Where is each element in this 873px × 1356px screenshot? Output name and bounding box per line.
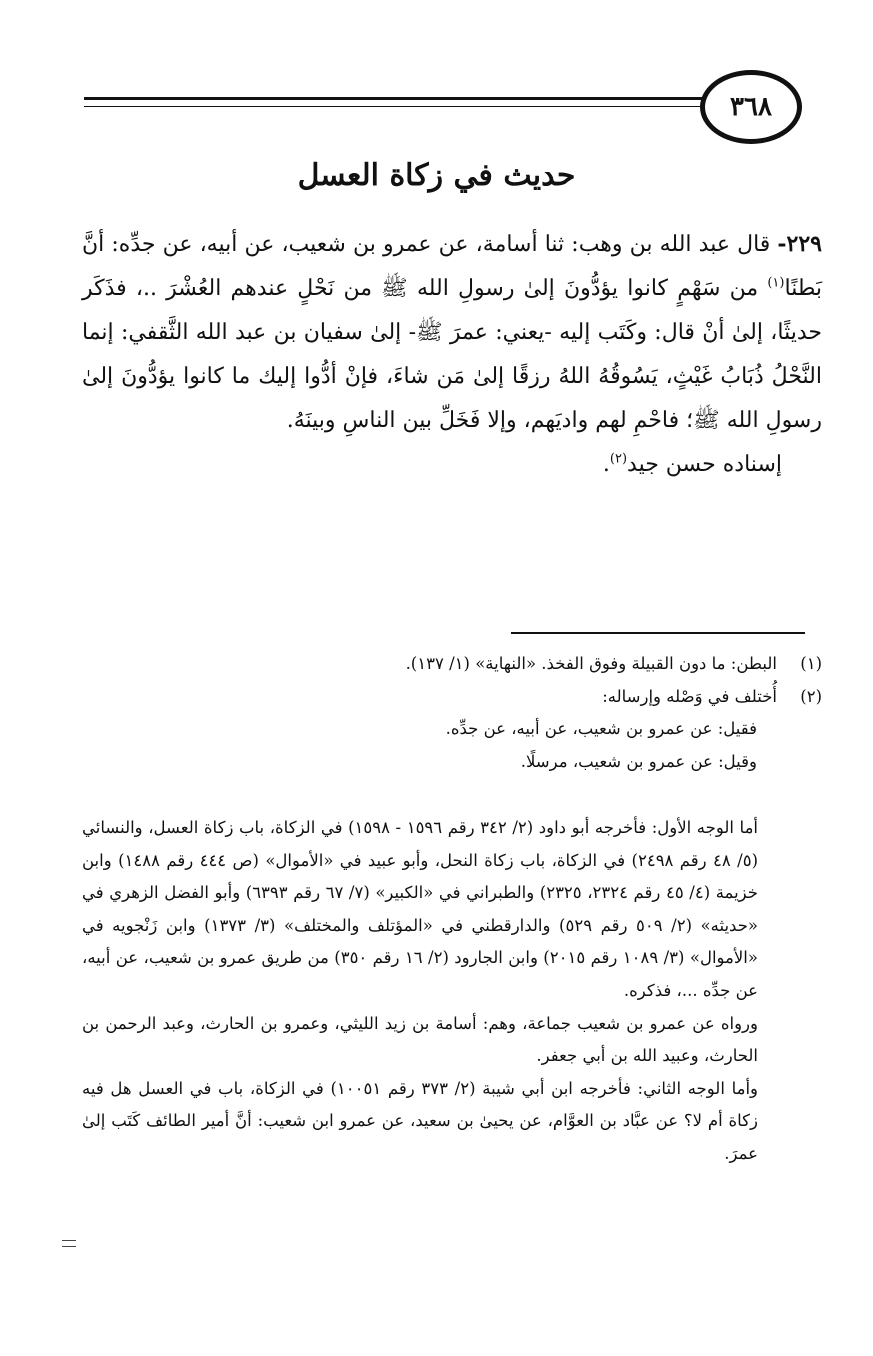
isnad-text: إسناده حسن جيد xyxy=(627,452,782,477)
footnote-line: البطن: ما دون القبيلة وفوق الفخذ. «النهاية» (١/ ١٣٧). xyxy=(405,654,777,673)
hadith-body-b: من سَهْمٍ كانوا يؤدُّونَ إلىٰ رسولِ الله ﷺ من نَحْلٍ عندهم العُشْرَ ..، فذَكَر حديثًا، إلىٰ أنْ قال: وكَتَب إليه -يعني: عمرَ ﷺ- إلىٰ سفيان بن عبد الله الثَّقفي: إنما النَّحْلُ ذُبَابُ غَيْثٍ، يَسُوقُهُ اللهُ رزقًا إلىٰ مَن شاءَ، فإنْ أدُّوا إليك ما كانوا يؤدُّونَ إلىٰ رسولِ الله ﷺ؛ فاحْمِ لهم واديَهم، وإلا فَخَلِّ بين الناسِ وبينَهُ. xyxy=(82,276,822,433)
footnote-line: أما الوجه الأول: فأخرجه أبو داود (٢/ ٣٤٢ رقم ١٥٩٦ - ١٥٩٨) في الزكاة، باب زكاة العسل، والنسائي (٥/ ٤٨ رقم ٢٤٩٨) في الزكاة، باب زكاة النحل، وأبو عبيد في «الأموال» (ص ٤٤٤ رقم ١٤٨٨) وابن خزيمة (٤/ ٤٥ رقم ٢٣٢٤، ٢٣٢٥) والطبراني في «الكبير» (٧/ ٦٧ رقم ٦٣٩٣) وأبو الفضل الزهري في «حديثه» (٢/ ٥٠٩ رقم ٥٢٩) والدارقطني في «المؤتلف والمختلف» (٣/ ١٣٧٣) وابن زَنْجويه في «الأموال» (٣/ ١٠٨٩ رقم ٢٠١٥) وابن الجارود (٢/ ١٦ رقم ٣٥٠) من طريق عمرو بن شعيب، عن أبيه، عن جدِّه ...، فذكره. xyxy=(82,818,759,1000)
footnotes xyxy=(82,648,822,778)
footnote-separator xyxy=(511,632,805,634)
hadith-text xyxy=(82,222,822,487)
hadith-number: ٢٢٩- xyxy=(777,231,822,257)
isnad-end: . xyxy=(602,452,610,477)
footnote-ref-1[interactable]: (١) xyxy=(767,275,785,291)
footnote-line: فقيل: عن عمرو بن شعيب، عن أبيه، عن جدِّه. xyxy=(445,719,757,739)
hadith-body-a: قال عبد الله بن وهب: ثنا أسامة، عن عمرو بن شعيب، عن أبيه، عن جدِّه: أنَّ بَطنًا xyxy=(82,232,822,301)
section-title: حديث في زكاة العسل xyxy=(297,158,576,193)
footnote-line: ورواه عن عمرو بن شعيب جماعة، وهم: أسامة بن زيد الليثي، وعمرو بن الحارث، وعبد الرحمن بن الحارث، وعبيد الله بن أبي جعفر. xyxy=(82,1013,758,1066)
footnote-line: وقيل: عن عمرو بن شعيب، مرسلًا. xyxy=(520,751,757,771)
footnote-2-continued xyxy=(82,812,758,1171)
margin-mark xyxy=(62,1240,76,1247)
footnote-number: (٢) xyxy=(800,686,822,706)
header-rule xyxy=(84,97,778,107)
footnote-ref-2[interactable]: (٢) xyxy=(609,451,628,467)
footnote-line: أُختلف في وَصْله وإرساله: xyxy=(602,686,777,706)
footnote-1 xyxy=(82,648,822,681)
footnote-line: وأما الوجه الثاني: فأخرجه ابن أبي شيبة (٢/ ٣٧٣ رقم ١٠٠٥١) في الزكاة، باب في العسل هل فيه زكاة أم لا؟ عن عبَّاد بن العوَّام، عن يحيىٰ بن سعيد، عن عمرو ابن شعيب: أنَّ أمير الطائف كَتَب إلىٰ عمرَ. xyxy=(82,1078,758,1163)
isnad-grade xyxy=(82,443,782,487)
footnote-2 xyxy=(82,681,822,779)
footnote-number: (١) xyxy=(800,654,822,673)
page-number: ٣٦٨ xyxy=(700,70,802,144)
